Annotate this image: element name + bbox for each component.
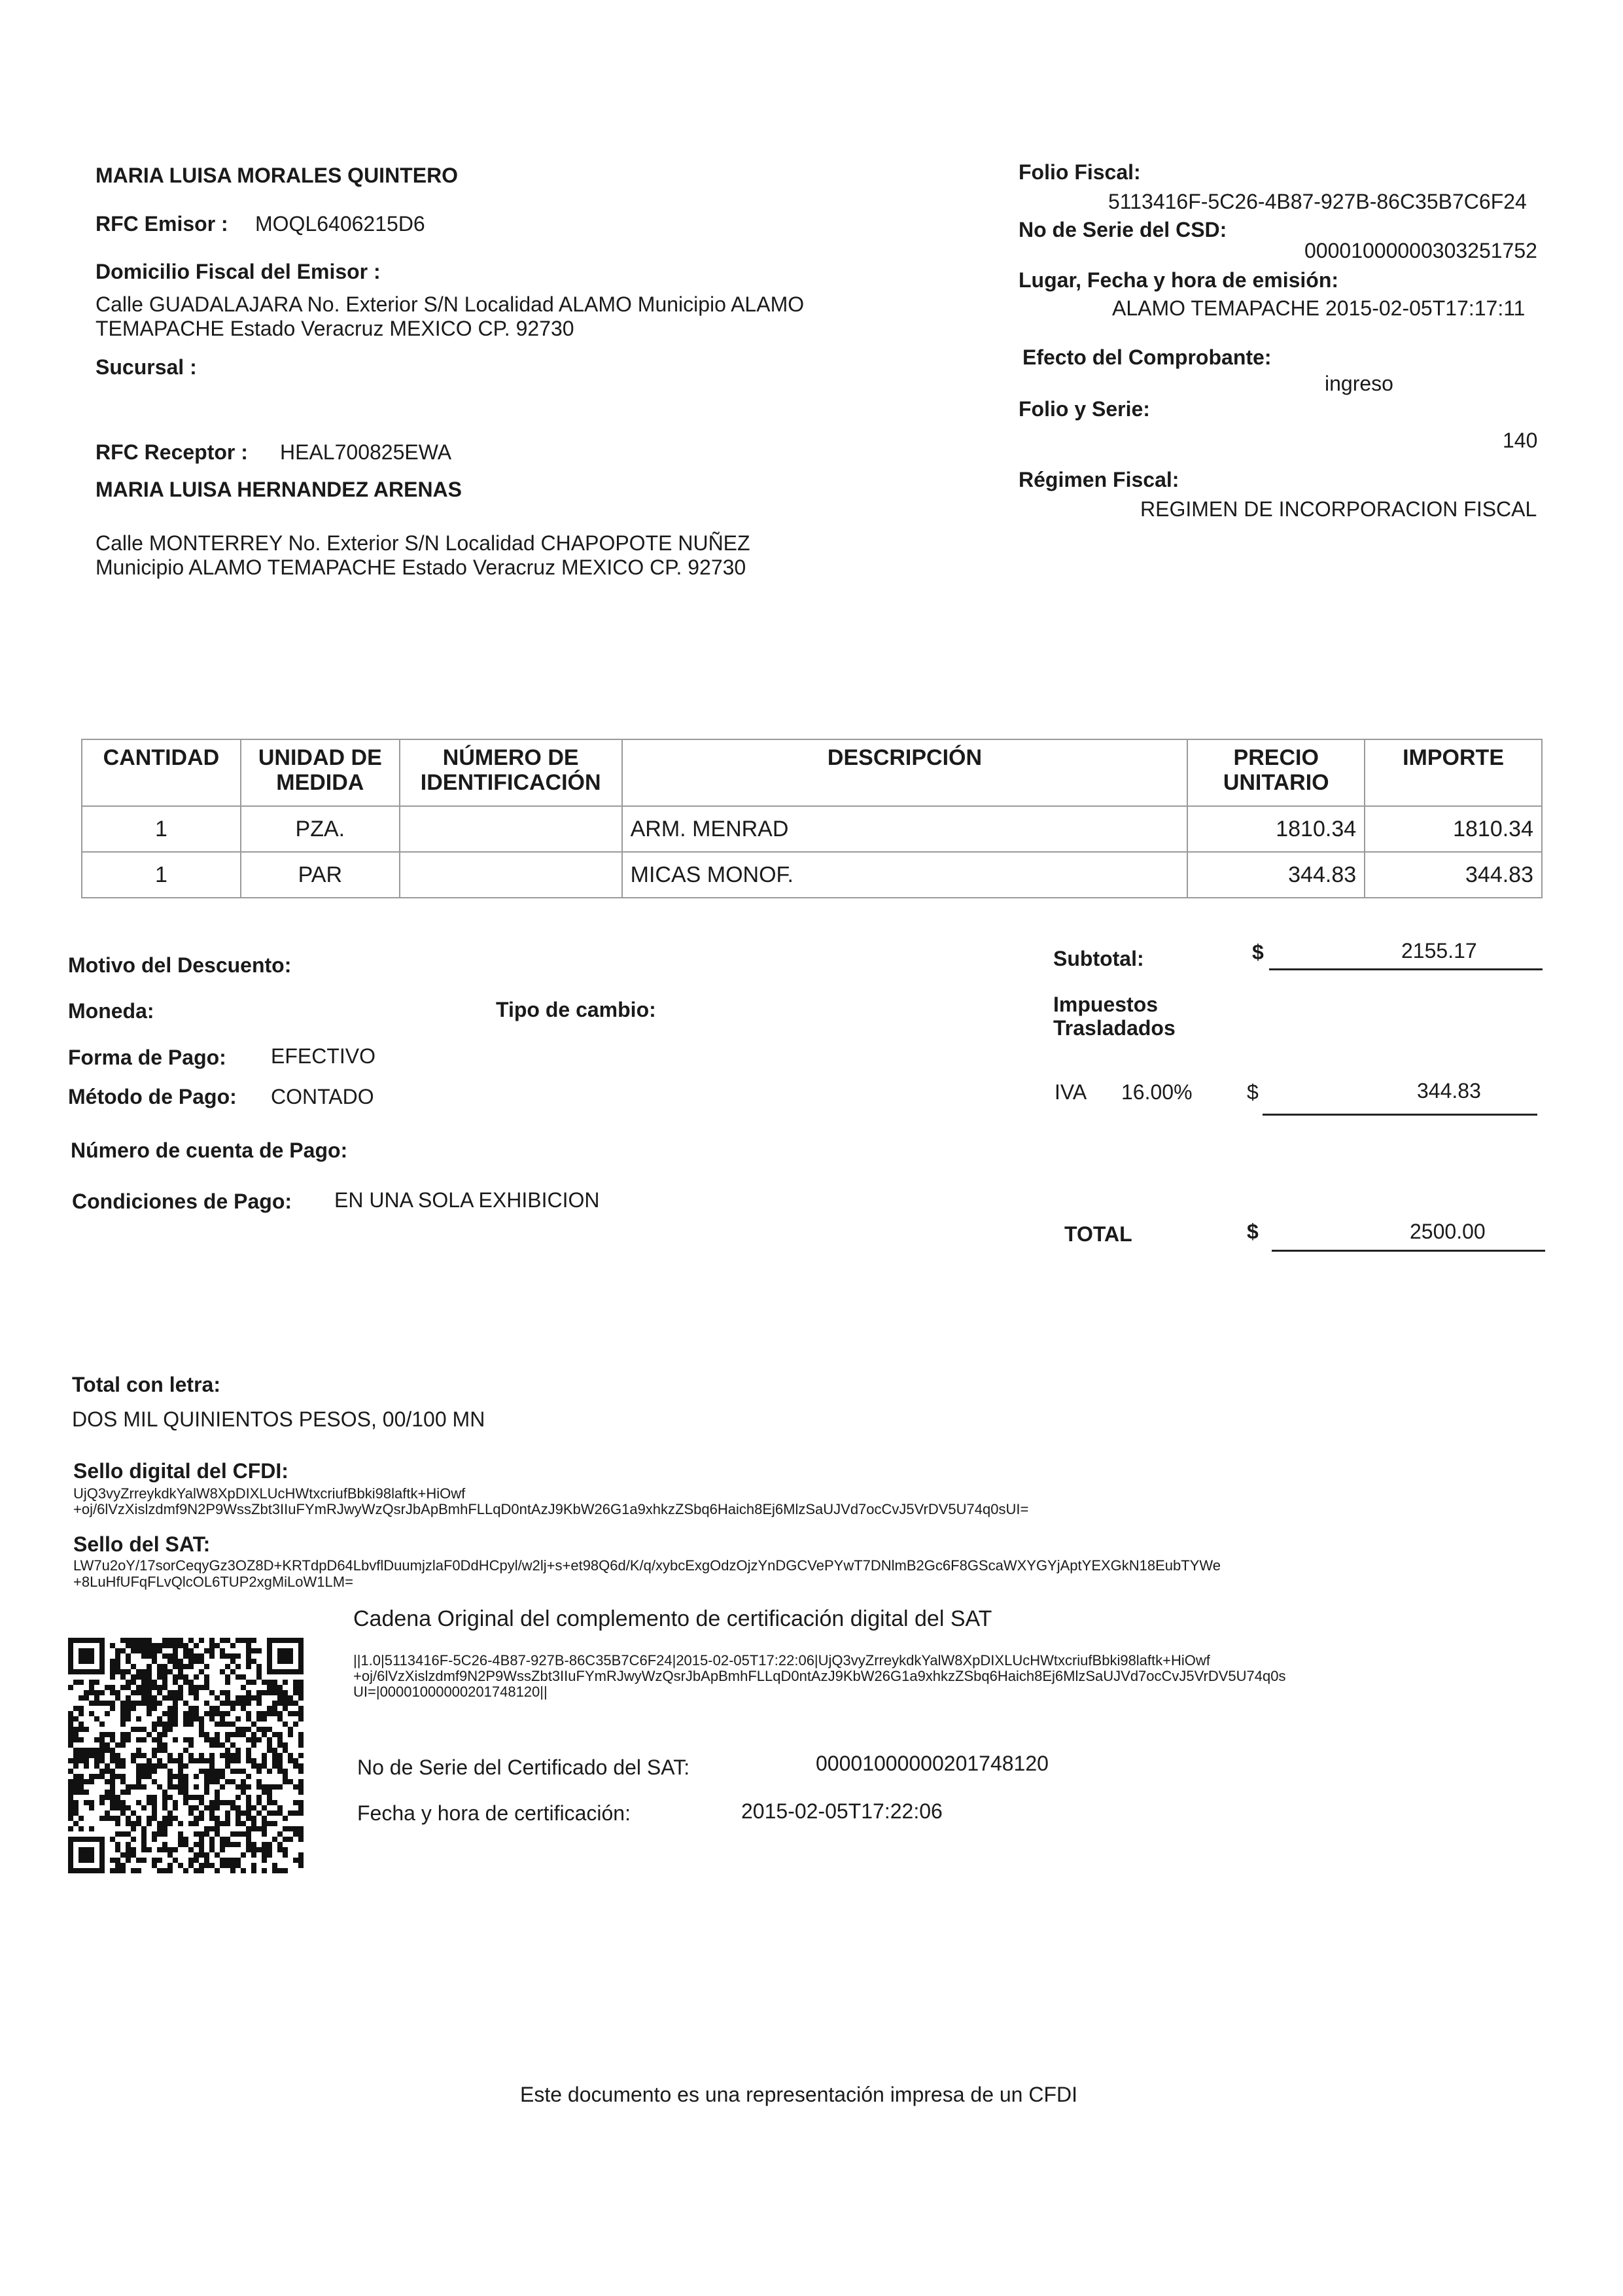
lugar-fecha-label: Lugar, Fecha y hora de emisión: bbox=[1019, 268, 1339, 292]
subtotal-value: 2155.17 bbox=[1401, 939, 1477, 963]
forma-pago-value: EFECTIVO bbox=[271, 1044, 376, 1068]
impuestos-label-1: Impuestos bbox=[1053, 993, 1159, 1016]
domicilio-emisor-label: Domicilio Fiscal del Emisor : bbox=[96, 260, 381, 283]
metodo-pago-value: CONTADO bbox=[271, 1085, 374, 1108]
folio-fiscal-label: Folio Fiscal: bbox=[1019, 160, 1141, 184]
cell-importe: 344.83 bbox=[1365, 852, 1542, 898]
receptor-nombre: MARIA LUISA HERNANDEZ ARENAS bbox=[96, 478, 462, 501]
iva-value: 344.83 bbox=[1417, 1079, 1481, 1103]
rfc-receptor-label: RFC Receptor : bbox=[96, 440, 248, 464]
serie-sat-label: No de Serie del Certificado del SAT: bbox=[357, 1756, 690, 1779]
rfc-receptor-value: HEAL700825EWA bbox=[280, 440, 452, 464]
efecto-label: Efecto del Comprobante: bbox=[1022, 345, 1272, 369]
tipo-cambio-label: Tipo de cambio: bbox=[496, 998, 656, 1021]
cell-unidad: PAR bbox=[241, 852, 400, 898]
impuestos-label-2: Trasladados bbox=[1053, 1016, 1176, 1040]
cell-numero bbox=[400, 806, 622, 852]
items-table bbox=[81, 739, 1543, 898]
rfc-emisor-value: MOQL6406215D6 bbox=[255, 212, 425, 236]
cell-numero bbox=[400, 852, 622, 898]
cell-precio: 344.83 bbox=[1187, 852, 1365, 898]
total-underline bbox=[1272, 1250, 1545, 1252]
qr-code-icon bbox=[68, 1638, 304, 1873]
header-precio: PRECIO UNITARIO bbox=[1187, 739, 1365, 806]
rfc-emisor-label: RFC Emisor : bbox=[96, 212, 228, 236]
cuenta-pago-label: Número de cuenta de Pago: bbox=[71, 1139, 348, 1162]
cadena-line1: ||1.0|5113416F-5C26-4B87-927B-86C35B7C6F24|2015-02-05T17:22:06|UjQ3vyZrreykdkYalW8XpDIXLUcHWtxcriufBbki98laftk+HiOwf bbox=[353, 1652, 1210, 1669]
folio-serie-value: 140 bbox=[1503, 429, 1538, 452]
metodo-pago-label: Método de Pago: bbox=[68, 1085, 237, 1108]
domicilio-receptor-line1: Calle MONTERREY No. Exterior S/N Localidad CHAPOPOTE NUÑEZ bbox=[96, 531, 750, 555]
iva-underline bbox=[1263, 1114, 1537, 1116]
header-descripcion: DESCRIPCIÓN bbox=[622, 739, 1188, 806]
cadena-line2: +oj/6lVzXislzdmf9N2P9WssZbt3IIuFYmRJwyWzQsrJbApBmhFLLqD0ntAzJ9KbW26G1a9xhkzZSbq6Haich8Ej6MlzSaUJVd7ocCvJ5VrDV5U74q0s bbox=[353, 1668, 1286, 1684]
sello-cfdi-line1: UjQ3vyZrreykdkYalW8XpDIXLUcHWtxcriufBbki98laftk+HiOwf bbox=[73, 1485, 466, 1502]
folio-serie-label: Folio y Serie: bbox=[1019, 397, 1150, 421]
forma-pago-label: Forma de Pago: bbox=[68, 1046, 226, 1069]
header-unidad: UNIDAD DE MEDIDA bbox=[241, 739, 400, 806]
folio-fiscal-value: 5113416F-5C26-4B87-927B-86C35B7C6F24 bbox=[1108, 190, 1527, 213]
header-cantidad: CANTIDAD bbox=[82, 739, 241, 806]
footer-text: Este documento es una representación impresa de un CFDI bbox=[520, 2083, 1078, 2106]
domicilio-receptor-line2: Municipio ALAMO TEMAPACHE Estado Veracruz MEXICO CP. 92730 bbox=[96, 556, 746, 579]
serie-sat-value: 00001000000201748120 bbox=[816, 1752, 1049, 1775]
sello-sat-line2: +8LuHfUFqFLvQlcOL6TUP2xgMiLoW1LM= bbox=[73, 1574, 353, 1590]
sello-sat-label: Sello del SAT: bbox=[73, 1532, 211, 1556]
sello-cfdi-label: Sello digital del CFDI: bbox=[73, 1459, 288, 1483]
efecto-value: ingreso bbox=[1325, 372, 1393, 395]
table-header-row bbox=[82, 739, 1542, 806]
regimen-label: Régimen Fiscal: bbox=[1019, 468, 1179, 491]
table-row bbox=[82, 852, 1542, 898]
cell-descripcion: MICAS MONOF. bbox=[622, 852, 1188, 898]
serie-csd-label: No de Serie del CSD: bbox=[1019, 218, 1227, 241]
subtotal-currency: $ bbox=[1252, 940, 1264, 964]
cell-cantidad: 1 bbox=[82, 806, 241, 852]
moneda-label: Moneda: bbox=[68, 999, 154, 1023]
motivo-descuento-label: Motivo del Descuento: bbox=[68, 953, 292, 977]
serie-csd-value: 00001000000303251752 bbox=[1304, 239, 1537, 262]
header-numero: NÚMERO DE IDENTIFICACIÓN bbox=[400, 739, 622, 806]
sello-sat-line1: LW7u2oY/17sorCeqyGz3OZ8D+KRTdpD64LbvflDuumjzlaF0DdHCpyl/w2lj+s+et98Q6d/K/q/xybcExgOdzOjzYnDGCVePYwT7DNlmB2Gc6F8GScaWXYGYjAptYEXGkN18EubTYWe bbox=[73, 1557, 1221, 1574]
cell-precio: 1810.34 bbox=[1187, 806, 1365, 852]
subtotal-underline bbox=[1269, 968, 1543, 970]
cell-cantidad: 1 bbox=[82, 852, 241, 898]
cadena-line3: UI=|00001000000201748120|| bbox=[353, 1684, 548, 1700]
total-currency: $ bbox=[1247, 1220, 1259, 1243]
emisor-nombre: MARIA LUISA MORALES QUINTERO bbox=[96, 164, 459, 187]
domicilio-emisor-line2: TEMAPACHE Estado Veracruz MEXICO CP. 92730 bbox=[96, 317, 574, 340]
subtotal-label: Subtotal: bbox=[1053, 947, 1144, 970]
total-letra-value: DOS MIL QUINIENTOS PESOS, 00/100 MN bbox=[72, 1407, 485, 1431]
table-row bbox=[82, 806, 1542, 852]
lugar-fecha-value: ALAMO TEMAPACHE 2015-02-05T17:17:11 bbox=[1112, 296, 1526, 320]
regimen-value: REGIMEN DE INCORPORACION FISCAL bbox=[1140, 497, 1537, 521]
condiciones-pago-value: EN UNA SOLA EXHIBICION bbox=[334, 1188, 600, 1212]
iva-currency: $ bbox=[1247, 1080, 1259, 1104]
header-importe: IMPORTE bbox=[1365, 739, 1542, 806]
cell-unidad: PZA. bbox=[241, 806, 400, 852]
iva-label: IVA bbox=[1055, 1080, 1087, 1104]
cell-importe: 1810.34 bbox=[1365, 806, 1542, 852]
total-value: 2500.00 bbox=[1410, 1220, 1486, 1243]
cell-descripcion: ARM. MENRAD bbox=[622, 806, 1188, 852]
fecha-certificacion-value: 2015-02-05T17:22:06 bbox=[741, 1799, 943, 1823]
cadena-original-label: Cadena Original del complemento de certificación digital del SAT bbox=[353, 1606, 992, 1631]
iva-rate: 16.00% bbox=[1121, 1080, 1193, 1104]
sucursal-label: Sucursal : bbox=[96, 355, 197, 379]
domicilio-emisor-line1: Calle GUADALAJARA No. Exterior S/N Localidad ALAMO Municipio ALAMO bbox=[96, 292, 805, 316]
fecha-certificacion-label: Fecha y hora de certificación: bbox=[357, 1801, 631, 1825]
total-label: TOTAL bbox=[1064, 1222, 1132, 1246]
condiciones-pago-label: Condiciones de Pago: bbox=[72, 1190, 292, 1213]
total-letra-label: Total con letra: bbox=[72, 1373, 220, 1396]
sello-cfdi-line2: +oj/6lVzXislzdmf9N2P9WssZbt3IIuFYmRJwyWzQsrJbApBmhFLLqD0ntAzJ9KbW26G1a9xhkzZSbq6Haich8Ej6MlzSaUJVd7ocCvJ5VrDV5U74q0sUI= bbox=[73, 1501, 1029, 1517]
